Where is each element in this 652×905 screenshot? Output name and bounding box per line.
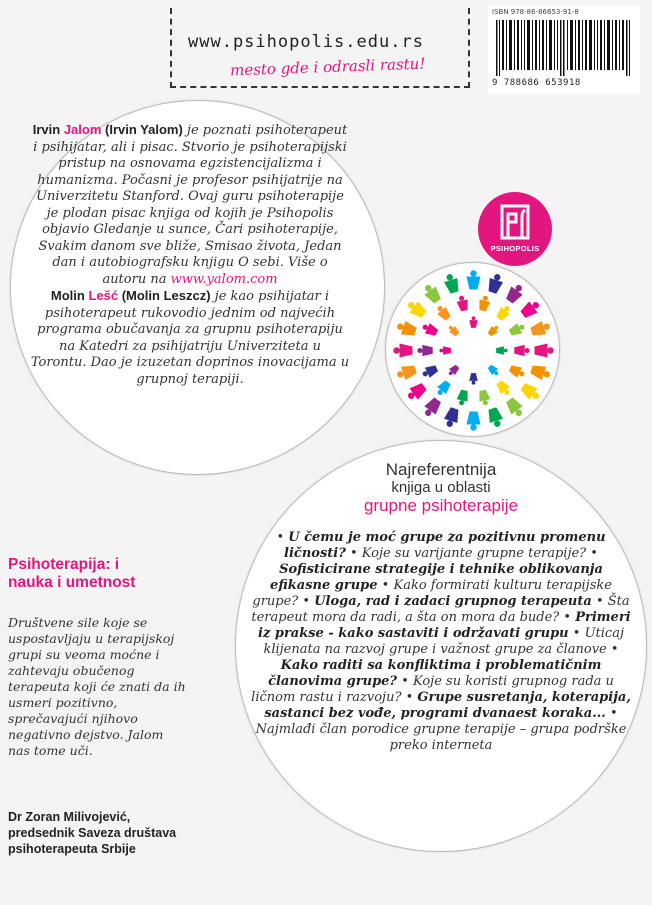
figure-icon bbox=[417, 345, 432, 356]
figure-icon bbox=[467, 270, 481, 289]
barcode-bars bbox=[496, 20, 630, 76]
topic-5: Kako raditi sa konfliktima i problematičnim članovima grupe? bbox=[268, 658, 602, 689]
figure-icon bbox=[508, 321, 527, 338]
isbn-barcode bbox=[488, 6, 640, 94]
figure-icon bbox=[420, 321, 439, 338]
building-icon bbox=[478, 192, 552, 266]
bullet: • bbox=[610, 642, 619, 657]
slogan: mesto gde i odrasli rastu! bbox=[229, 54, 426, 80]
website-url[interactable]: www.psihopolis.edu.rs bbox=[188, 32, 424, 52]
bullet: • bbox=[302, 594, 311, 609]
bullet: • bbox=[349, 546, 358, 561]
bullet: • bbox=[572, 626, 581, 641]
author1-bio: je poznati psihoterapeut i psihijatar, ali i pisac. Stvorio je psihoterapijski pristup na osnovama egzistencijalizma i humanizma. Počasni je profesor psihijatrije na Univerzitetu Stanford. Ovaj guru psihoterapije je plodan pisac knjiga od kojih je Psihopolis objavio Gledanje u sunce, Čari psihoterapije, Svakim danom sve bliže, Smisao života, Jedan dan i autobiografsku knjigu O sebi. Više o autoru na bbox=[33, 123, 348, 287]
bullet: • bbox=[276, 530, 285, 545]
book-topics bbox=[248, 530, 634, 754]
topic-4: Primeri iz prakse - kako sastaviti i održavati grupu bbox=[258, 610, 631, 641]
figure-icon bbox=[434, 379, 452, 398]
topic-1: U čemu je moć grupe za pozitivnu promenu ličnosti? bbox=[284, 530, 606, 561]
figure-icon bbox=[439, 346, 451, 354]
figure-icon bbox=[446, 364, 460, 378]
psihopolis-logo bbox=[478, 192, 552, 266]
topic-5-text: Koje su koristi grupnog rada u ličnom rastu i razvoju? bbox=[251, 674, 614, 705]
figure-icon bbox=[442, 272, 461, 295]
figure-icon bbox=[442, 406, 461, 429]
figure-icon bbox=[405, 298, 429, 321]
figure-icon bbox=[434, 303, 452, 322]
topic-1-text: Koje su varijante grupne terapije? bbox=[357, 546, 591, 561]
topic-6: Grupe susretanja, koterapija, sastanci bez vođe, programi dvanaest koraka... bbox=[264, 690, 631, 721]
author2-bio: je kao psihijatar i psihoterapeut rukovodio jednim od najvećih programa obučavanja za grupnu psihoterapiju na Katedri za psihijatriju Univerziteta u Torontu. Dao je izuzetan doprinos inovacijama u grupnoj terapiji. bbox=[30, 289, 350, 387]
figure-icon bbox=[395, 319, 418, 338]
figure-icon bbox=[487, 364, 501, 378]
figure-icon bbox=[467, 412, 481, 431]
bullet: • bbox=[401, 674, 409, 689]
topic-4-text: Uticaj klijenata na razvoj grupe i važnost grupe za članove bbox=[263, 626, 624, 657]
author1-first: Irvin bbox=[32, 122, 64, 137]
website-box bbox=[170, 8, 470, 88]
figure-icon bbox=[395, 363, 418, 382]
figure-icon bbox=[519, 298, 543, 321]
authors-bio bbox=[30, 122, 350, 388]
figure-icon bbox=[495, 379, 513, 398]
figure-icon bbox=[477, 295, 491, 312]
book-heading-line2: knjiga u oblasti bbox=[391, 479, 491, 496]
author2-first: Molin bbox=[50, 288, 89, 303]
people-ring-icon bbox=[386, 263, 561, 438]
topic-2: Sofisticirane strategije i tehnike oblikovanja efikasne grupe bbox=[270, 562, 603, 593]
book-heading bbox=[235, 460, 647, 516]
side-heading: Psihoterapija: i nauka i umetnost bbox=[8, 556, 136, 591]
bullet: • bbox=[381, 578, 390, 593]
author2-last: Lešć bbox=[88, 288, 119, 303]
isbn-digits: 9 788686 653918 bbox=[492, 78, 581, 88]
author1-original: (Irvin Yalom) bbox=[101, 122, 183, 137]
figure-icon bbox=[477, 389, 491, 406]
figure-icon bbox=[393, 344, 412, 358]
figure-icon bbox=[446, 323, 460, 337]
bullet: • bbox=[405, 690, 414, 705]
figure-icon bbox=[535, 344, 554, 358]
isbn-label: ISBN 978-86-86653-91-8 bbox=[492, 8, 579, 16]
figure-icon bbox=[486, 406, 505, 429]
bullet: • bbox=[590, 546, 598, 561]
topic-3: Uloga, rad i zadaci grupnog terapeuta bbox=[314, 594, 592, 609]
figure-icon bbox=[456, 389, 470, 406]
book-heading-line3: grupne psihoterapije bbox=[363, 496, 519, 515]
figure-icon bbox=[469, 316, 477, 328]
author2-original: (Molin Leszcz) bbox=[118, 288, 211, 303]
figure-icon bbox=[508, 363, 527, 380]
figure-icon bbox=[469, 373, 477, 385]
figure-icon bbox=[504, 282, 527, 306]
group-emblem-circle bbox=[385, 262, 560, 437]
author1-last: Jalom bbox=[63, 122, 102, 137]
figure-icon bbox=[495, 303, 513, 322]
quote-signature: Dr Zoran Milivojević, predsednik Saveza društava psihoterapeuta Srbije bbox=[8, 810, 177, 856]
figure-icon bbox=[486, 272, 505, 295]
figure-icon bbox=[456, 295, 470, 312]
figure-icon bbox=[405, 381, 429, 404]
figure-icon bbox=[487, 323, 501, 337]
side-quote: Društvene sile koje se uspostavljaju u terapijskoj grupi su veoma moćne i zahtevaju obučenog terapeuta koji će znati da ih usmeri pozitivno, sprečavajući njihovo negativno dejstvo. Jalom nas tome uči. bbox=[8, 615, 186, 758]
figure-icon bbox=[529, 319, 552, 338]
figure-icon bbox=[519, 381, 543, 404]
figure-icon bbox=[421, 396, 444, 420]
bullet: • bbox=[563, 610, 572, 625]
figure-icon bbox=[529, 363, 552, 382]
figure-icon bbox=[420, 363, 439, 380]
figure-icon bbox=[421, 282, 444, 306]
bullet: • bbox=[595, 594, 604, 609]
figure-icon bbox=[496, 346, 508, 354]
figure-icon bbox=[514, 345, 529, 356]
bullet: • bbox=[609, 706, 618, 721]
topic-3-text: Šta terapeut mora da radi, a šta on mora da bude? bbox=[251, 594, 630, 625]
figure-icon bbox=[504, 396, 527, 420]
topic-6-text: Najmlađi član porodice grupne terapije – grupa podrške preko interneta bbox=[255, 722, 627, 753]
book-heading-line1: Najreferentnija bbox=[385, 460, 497, 479]
logo-label: PSIHOPOLIS bbox=[490, 244, 540, 253]
topic-2-text: Kako formirati kulturu terapijske grupe? bbox=[252, 578, 612, 609]
author-link[interactable]: www.yalom.com bbox=[170, 271, 278, 287]
